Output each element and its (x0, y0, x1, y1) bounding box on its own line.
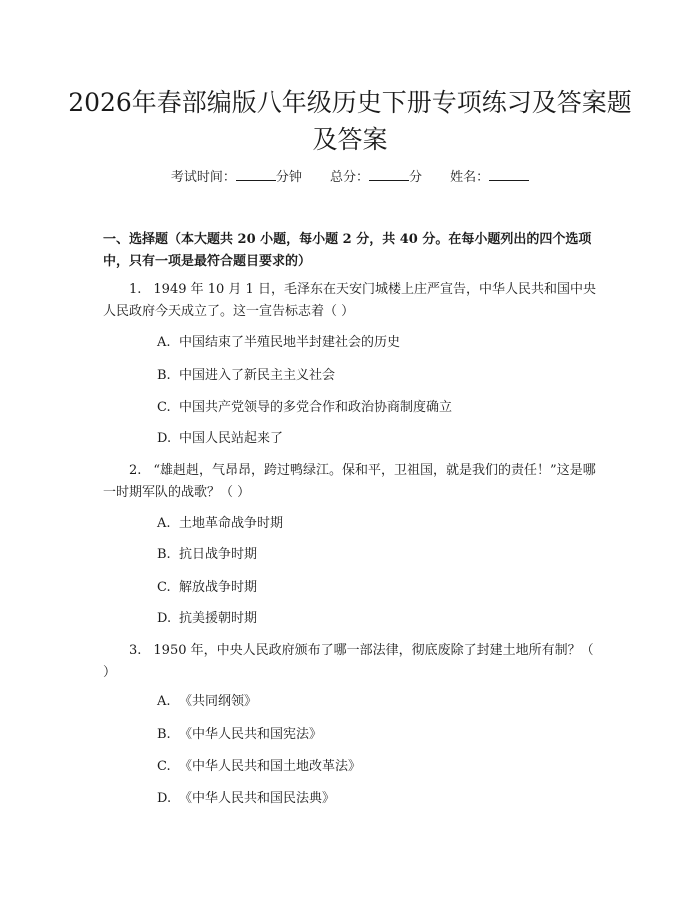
question-2 (103, 460, 603, 504)
option-letter: B. (157, 727, 171, 742)
score-unit: 分 (409, 170, 423, 185)
option-text: 抗日战争时期 (179, 547, 258, 562)
exam-info-line (0, 167, 700, 188)
score-label: 总分： (329, 170, 369, 185)
page-title: 2026年春部编版八年级历史下册专项练习及答案题及答案 (68, 88, 632, 154)
option-text: 解放战争时期 (179, 580, 258, 595)
question-3-option-a (157, 692, 257, 712)
option-text: 中国结束了半殖民地半封建社会的历史 (179, 335, 401, 350)
option-text: 《共同纲领》 (179, 694, 258, 709)
question-1-option-d (157, 429, 283, 449)
question-text: “雄赳赳，气昂昂，跨过鸭绿江。保和平，卫祖国，就是我们的责任！”这是哪一时期军队的战歌？（ ） (103, 463, 596, 500)
question-number: 3. (129, 643, 142, 658)
question-2-option-d (157, 609, 257, 629)
option-letter: C. (157, 759, 171, 774)
option-text: 《中华人民共和国民法典》 (179, 791, 336, 806)
question-text: 1949 年 10 月 1 日，毛泽东在天安门城楼上庄严宣告，中华人民共和国中央人民政府今天成立了。这一宣告标志着（ ） (103, 282, 596, 319)
option-text: 土地革命战争时期 (179, 516, 284, 531)
question-1-option-b (157, 366, 335, 386)
option-text: 《中华人民共和国土地改革法》 (179, 759, 362, 774)
option-letter: A. (157, 694, 171, 709)
option-letter: A. (157, 516, 171, 531)
section-heading: 一、选择题（本大题共 20 小题，每小题 2 分，共 40 分。在每小题列出的四个选项中，只有一项是最符合题目要求的） (103, 232, 592, 269)
question-1 (103, 279, 603, 323)
option-text: 抗美援朝时期 (179, 611, 258, 626)
time-label: 考试时间： (170, 170, 236, 185)
question-2-option-c (157, 578, 257, 598)
question-3-option-c (157, 757, 361, 777)
time-blank (236, 167, 276, 181)
name-label: 姓名： (450, 170, 490, 185)
option-letter: C. (157, 400, 171, 415)
question-2-option-a (157, 514, 283, 534)
option-letter: A. (157, 335, 171, 350)
question-2-option-b (157, 545, 257, 565)
score-blank (369, 167, 409, 181)
option-letter: D. (157, 791, 172, 806)
option-text: 《中华人民共和国宪法》 (179, 727, 323, 742)
question-3-option-b (157, 725, 322, 745)
question-number: 2. (129, 463, 142, 478)
name-blank (489, 167, 529, 181)
option-letter: D. (157, 611, 172, 626)
question-1-option-c (157, 398, 452, 418)
option-letter: C. (157, 580, 171, 595)
option-letter: B. (157, 547, 171, 562)
question-text: 1950 年，中央人民政府颁布了哪一部法律，彻底废除了封建土地所有制？（ ） (103, 643, 594, 680)
question-number: 1. (129, 282, 142, 297)
option-text: 中国进入了新民主主义社会 (179, 368, 336, 383)
option-text: 中国人民站起来了 (179, 431, 284, 446)
option-letter: B. (157, 368, 171, 383)
time-unit: 分钟 (275, 170, 302, 185)
option-letter: D. (157, 431, 172, 446)
question-3-option-d (157, 789, 335, 809)
question-1-option-a (157, 333, 400, 353)
option-text: 中国共产党领导的多党合作和政治协商制度确立 (179, 400, 453, 415)
question-3 (103, 640, 603, 684)
